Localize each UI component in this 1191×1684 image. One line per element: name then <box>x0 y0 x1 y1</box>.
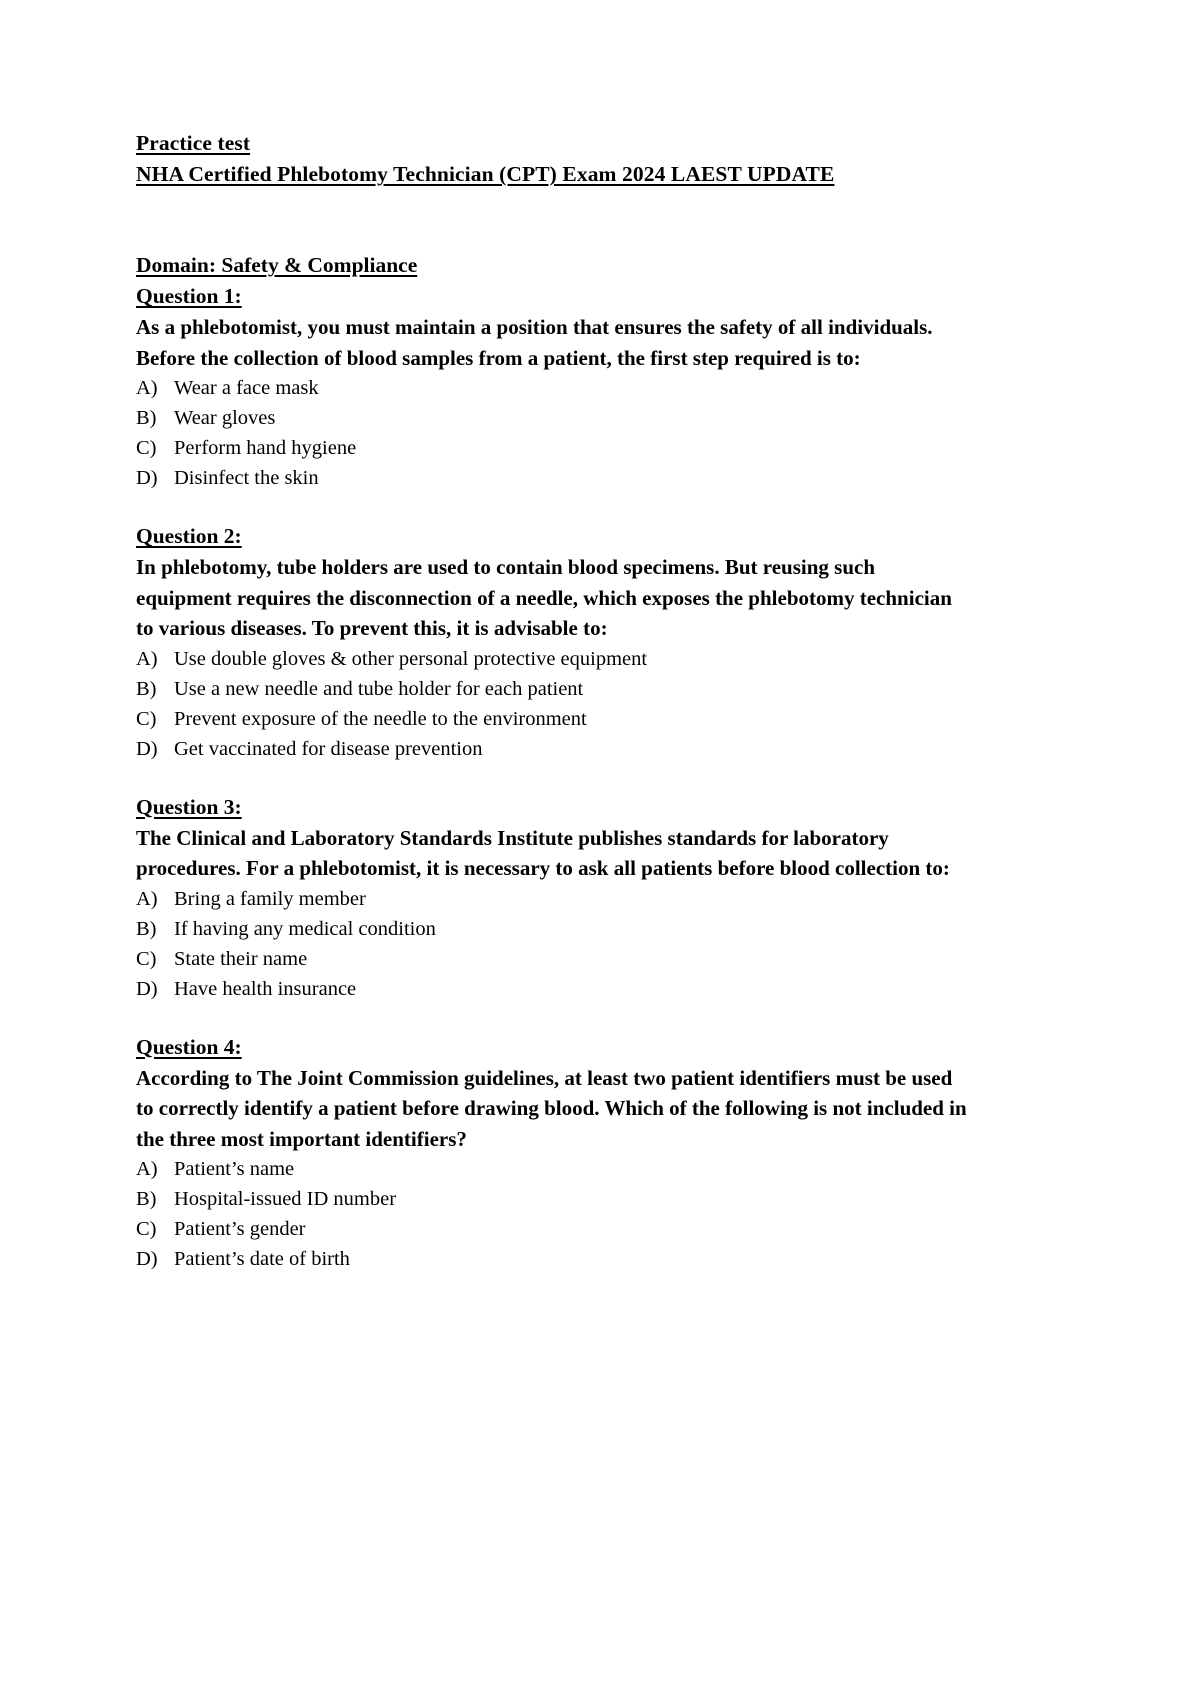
question-gap <box>136 493 974 521</box>
option-item[interactable] <box>136 704 974 734</box>
question-label-3-text: Question 3: <box>136 794 242 819</box>
options-list-4 <box>136 1154 974 1274</box>
option-letter: D) <box>136 737 158 760</box>
question-label-2 <box>136 521 974 552</box>
option-text: Perform hand hygiene <box>174 437 357 459</box>
option-text: Patient’s gender <box>174 1218 306 1240</box>
document-title-line-2 <box>136 159 974 190</box>
question-stem-3: The Clinical and Laboratory Standards Institute publishes standards for laboratory procedures. For a phlebotomist, it is necessary to ask all patients before blood collection to: <box>136 825 950 880</box>
option-text: Patient’s date of birth <box>174 1248 350 1270</box>
option-letter: C) <box>136 947 157 970</box>
domain-heading-text: Domain: Safety & Compliance <box>136 253 418 277</box>
option-item[interactable] <box>136 463 974 493</box>
document-title-block <box>136 128 974 190</box>
options-list-3 <box>136 884 974 1004</box>
question-block-3 <box>136 792 974 1004</box>
option-text: Have health insurance <box>174 977 357 1000</box>
option-item[interactable] <box>136 644 974 674</box>
option-letter: D) <box>136 467 158 489</box>
option-text: If having any medical condition <box>174 917 436 940</box>
option-text: Wear gloves <box>174 407 276 429</box>
option-letter: B) <box>136 917 157 940</box>
option-text: Use double gloves & other personal protective equipment <box>174 647 648 670</box>
option-letter: A) <box>136 887 158 910</box>
question-stem-4: According to The Joint Commission guidelines, at least two patient identifiers must be used to correctly identify a patient before drawing blood. Which of the following is not included in the three most important identifiers? <box>136 1065 967 1151</box>
option-letter: A) <box>136 377 158 399</box>
title-spacer <box>136 190 974 250</box>
question-label-4 <box>136 1032 974 1063</box>
question-gap <box>136 764 974 792</box>
option-text: Get vaccinated for disease prevention <box>174 737 483 760</box>
option-text: State their name <box>174 947 308 970</box>
option-letter: C) <box>136 437 157 459</box>
option-item[interactable] <box>136 1184 974 1214</box>
document-title-line-1 <box>136 128 974 159</box>
question-label-3 <box>136 792 974 823</box>
option-item[interactable] <box>136 944 974 974</box>
option-item[interactable] <box>136 974 974 1004</box>
option-item[interactable] <box>136 884 974 914</box>
question-label-2-text: Question 2: <box>136 524 242 548</box>
question-label-1 <box>136 281 974 312</box>
question-label-1-text: Question 1: <box>136 284 242 308</box>
option-text: Patient’s name <box>174 1158 295 1180</box>
option-item[interactable] <box>136 433 974 463</box>
document-title-line-1-text: Practice test <box>136 131 251 155</box>
option-letter: D) <box>136 1248 158 1270</box>
option-item[interactable] <box>136 1154 974 1184</box>
question-block-1 <box>136 281 974 493</box>
option-item[interactable] <box>136 403 974 433</box>
option-item[interactable] <box>136 734 974 764</box>
option-item[interactable] <box>136 373 974 403</box>
question-block-4 <box>136 1032 974 1275</box>
question-stem-2: In phlebotomy, tube holders are used to contain blood specimens. But reusing such equipment requires the disconnection of a needle, which exposes the phlebotomy technician to various diseases. To prevent this, it is advisable to: <box>136 555 952 640</box>
option-text: Use a new needle and tube holder for each patient <box>174 677 584 700</box>
options-list-2 <box>136 644 974 764</box>
option-text: Disinfect the skin <box>174 467 319 489</box>
page-content <box>136 128 974 1274</box>
option-item[interactable] <box>136 1244 974 1274</box>
option-letter: B) <box>136 1188 157 1210</box>
option-letter: C) <box>136 707 157 730</box>
option-letter: D) <box>136 977 158 1000</box>
question-block-2 <box>136 521 974 764</box>
option-item[interactable] <box>136 674 974 704</box>
option-letter: C) <box>136 1218 157 1240</box>
question-gap <box>136 1004 974 1032</box>
option-letter: A) <box>136 647 158 670</box>
question-stem-1: As a phlebotomist, you must maintain a position that ensures the safety of all individuals. Before the collection of blood samples from a patient, the first step required is to: <box>136 315 933 370</box>
option-text: Hospital-issued ID number <box>174 1188 397 1210</box>
domain-heading <box>136 250 974 281</box>
option-item[interactable] <box>136 914 974 944</box>
options-list-1 <box>136 373 974 493</box>
question-label-4-text: Question 4: <box>136 1034 242 1059</box>
document-title-line-2-text: NHA Certified Phlebotomy Technician (CPT) Exam 2024 LAEST UPDATE <box>136 162 835 186</box>
option-letter: B) <box>136 677 157 700</box>
option-text: Wear a face mask <box>174 377 319 399</box>
option-text: Bring a family member <box>174 887 366 910</box>
option-letter: B) <box>136 407 157 429</box>
option-item[interactable] <box>136 1214 974 1244</box>
option-letter: A) <box>136 1158 158 1180</box>
option-text: Prevent exposure of the needle to the environment <box>174 707 587 730</box>
